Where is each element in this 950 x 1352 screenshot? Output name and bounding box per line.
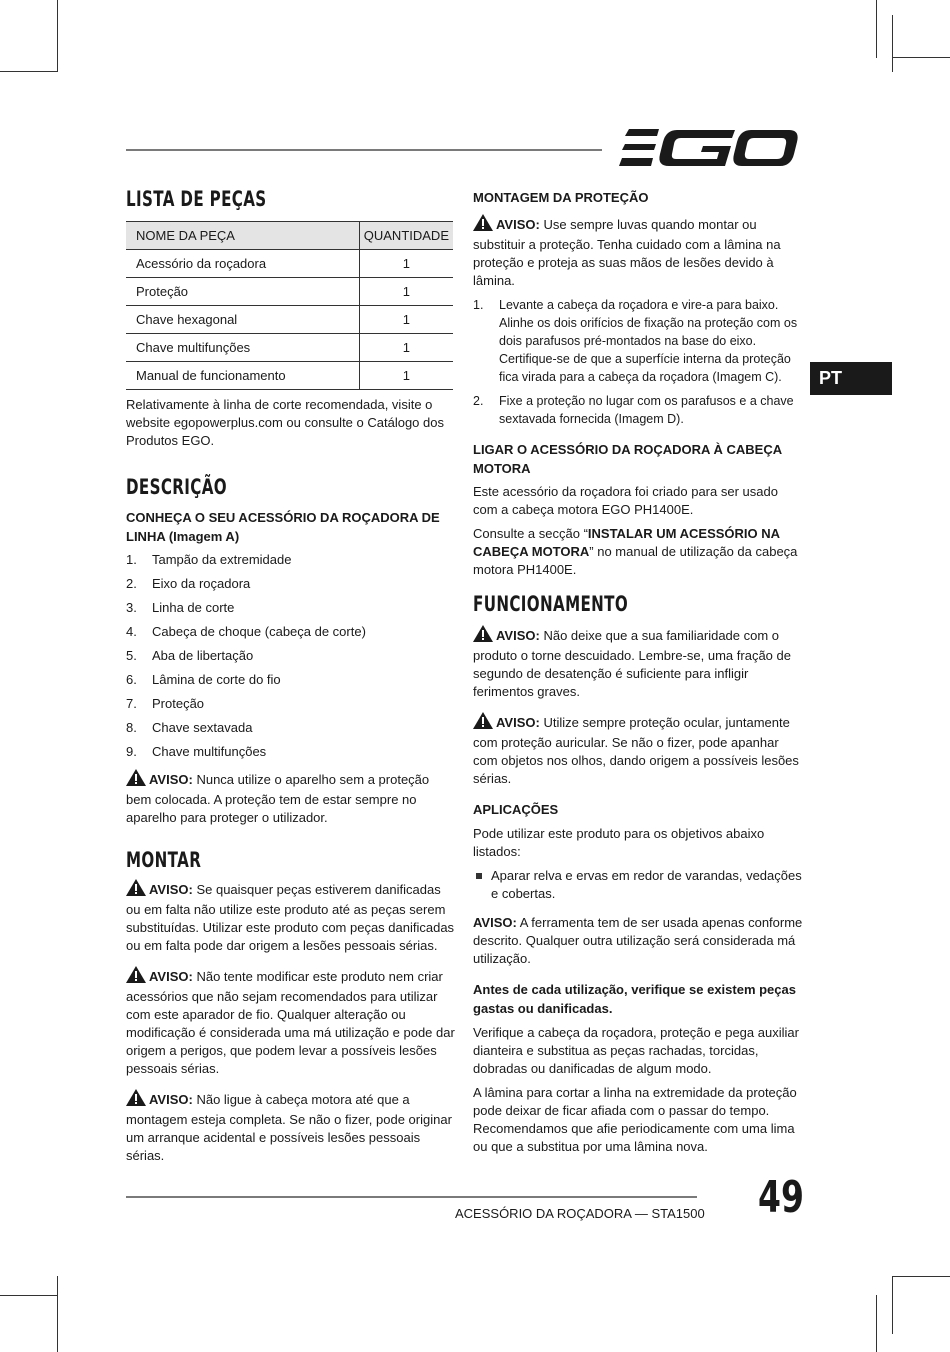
header-rule [126,149,602,151]
part-qty: 1 [359,250,453,278]
part-qty: 1 [359,278,453,306]
assemble-heading: MONTAR [126,848,202,872]
crop-mark [892,1276,950,1277]
crop-mark [876,0,877,58]
check-para: Verifique a cabeça da roçadora, proteção e pega auxiliar dianteira e substitua as peças rachadas, torcidas, dobradas ou danificadas de algum modo. [473,1025,799,1076]
warning-icon [126,966,146,988]
warning-icon [126,1089,146,1111]
guard-assembly-heading: MONTAGEM DA PROTEÇÃO [473,190,649,205]
crop-mark [876,1295,877,1352]
part-name: Proteção [126,278,359,306]
connect-para: Este acessório da roçadora foi criado para ser usado com a cabeça motora EGO PH1400E. [473,484,778,517]
crop-mark [892,1276,893,1334]
connect-heading: LIGAR O ACESSÓRIO DA ROÇADORA À CABEÇA MOTORA [473,442,782,476]
assemble-warning: AVISO: Não tente modificar este produto nem criar acessórios que não sejam recomendados para utilizar com este aparador de fio. Qualquer alteração ou modificação é considerada uma má utilização e pode dar origem a perigos, que podem levar a possíveis lesões pessoais sérias. [126,966,456,1078]
operation-heading: FUNCIONAMENTO [473,592,629,616]
part-name: Acessório da roçadora [126,250,359,278]
table-row [126,306,453,334]
warning-icon [473,625,493,647]
part-qty: 1 [359,362,453,390]
left-column [126,187,456,1165]
crop-mark [892,15,893,72]
operation-warning: AVISO: Não deixe que a sua familiaridade com o produto o torne descuidado. Lembre-se, uma fração de segundo de desatenção é suficiente para infligir ferimentos graves. [473,625,803,701]
crop-mark [57,0,58,72]
crop-mark [892,57,950,58]
page-number: 49 [758,1172,804,1223]
list-item: 1. Levante a cabeça da roçadora e vire-a para baixo. Alinhe os dois orifícios de fixação na proteção com os dois parafusos pré-montados na base do eixo. Certifique-se de que a superfície interna da proteção fica virada para a cabeça da roçadora (Imagem C). [473,298,798,384]
crop-mark [0,71,57,72]
table-row [126,250,453,278]
assemble-warning: AVISO: Se quaisquer peças estiverem danificadas ou em falta não utilize este produto até as peças serem substituídas. Utilizar este produto com peças danificadas ou em falta pode dar origem a lesões pessoais sérias. [126,879,456,955]
list-item: 7. Proteção [126,696,205,711]
guard-steps [473,296,803,428]
guard-warning: AVISO: Use sempre luvas quando montar ou substituir a proteção. Tenha cuidado com a lâmina na proteção e proteja as suas mãos de lesões devido à lâmina. [473,214,803,290]
table-row [126,278,453,306]
ego-logo [617,126,799,175]
description-heading: DESCRIÇÃO [126,475,228,499]
assemble-warning: AVISO: Não ligue à cabeça motora até que a montagem esteja completa. Se não o fizer, pode originar um arranque acidental e possíveis lesões pessoais sérias. [126,1089,456,1165]
list-item: 1. Tampão da extremidade [126,552,292,567]
warning-icon [473,214,493,236]
warning-icon [126,769,146,791]
list-item: 5. Aba de libertação [126,648,254,663]
crop-mark [0,1295,57,1296]
description-list [126,551,456,761]
crop-mark [57,1276,58,1352]
col-qty-header: QUANTIDADE [359,222,453,250]
bullet-icon [476,873,482,879]
list-item: 2. Eixo da roçadora [126,576,251,591]
list-item: 2. Fixe a proteção no lugar com os parafusos e a chave sextavada fornecida (Imagem D). [473,394,794,426]
connect-para: Consulte a secção “INSTALAR UM ACESSÓRIO NA CABEÇA MOTORA” no manual de utilização da cabeça motora PH1400E. [473,526,798,577]
col-name-header: NOME DA PEÇA [126,222,359,250]
warning-icon [473,712,493,734]
notice-para: AVISO: A ferramenta tem de ser usada apenas conforme descrito. Qualquer outra utilização será considerada má utilização. [473,915,803,966]
language-tab: PT [810,362,892,395]
parts-list-heading: LISTA DE PEÇAS [126,187,267,211]
list-item: 6. Lâmina de corte do fio [126,672,281,687]
part-qty: 1 [359,334,453,362]
list-item: 3. Linha de corte [126,600,235,615]
parts-note: Relativamente à linha de corte recomendada, visite o website egopowerplus.com ou consulte o Catálogo dos Produtos EGO. [126,397,444,448]
part-name: Chave multifunções [126,334,359,362]
warning-icon [126,879,146,901]
table-row [126,362,453,390]
parts-table [126,221,453,390]
list-item: 4. Cabeça de choque (cabeça de corte) [126,624,366,639]
list-item: Aparar relva e ervas em redor de varandas, vedações e cobertas. [473,867,803,903]
applications-heading: APLICAÇÕES [473,802,559,817]
part-name: Manual de funcionamento [126,362,359,390]
footer-rule [126,1196,697,1198]
check-para: A lâmina para cortar a linha na extremidade da proteção pode deixar de ficar afiada com o passar do tempo. Recomendamos que afie periodicamente com uma lima ou que a substitua por uma lâmina nova. [473,1085,797,1154]
part-name: Chave hexagonal [126,306,359,334]
description-subheading: CONHEÇA O SEU ACESSÓRIO DA ROÇADORA DE LINHA (Imagem A) [126,510,440,544]
table-row [126,334,453,362]
list-item: 8. Chave sextavada [126,720,253,735]
check-heading: Antes de cada utilização, verifique se existem peças gastas ou danificadas. [473,982,796,1016]
part-qty: 1 [359,306,453,334]
operation-warning: AVISO: Utilize sempre proteção ocular, juntamente com proteção auricular. Se não o fizer, pode apanhar com objetos nos olhos, dando origem a possíveis lesões sérias. [473,712,803,788]
applications-intro: Pode utilizar este produto para os objetivos abaixo listados: [473,826,765,859]
description-warning: AVISO: Nunca utilize o aparelho sem a proteção bem colocada. A proteção tem de estar sempre no aparelho para proteger o utilizador. [126,769,456,827]
list-item: 9. Chave multifunções [126,744,267,759]
footer-title: ACESSÓRIO DA ROÇADORA — STA1500 [455,1206,705,1221]
right-column [473,188,803,1156]
